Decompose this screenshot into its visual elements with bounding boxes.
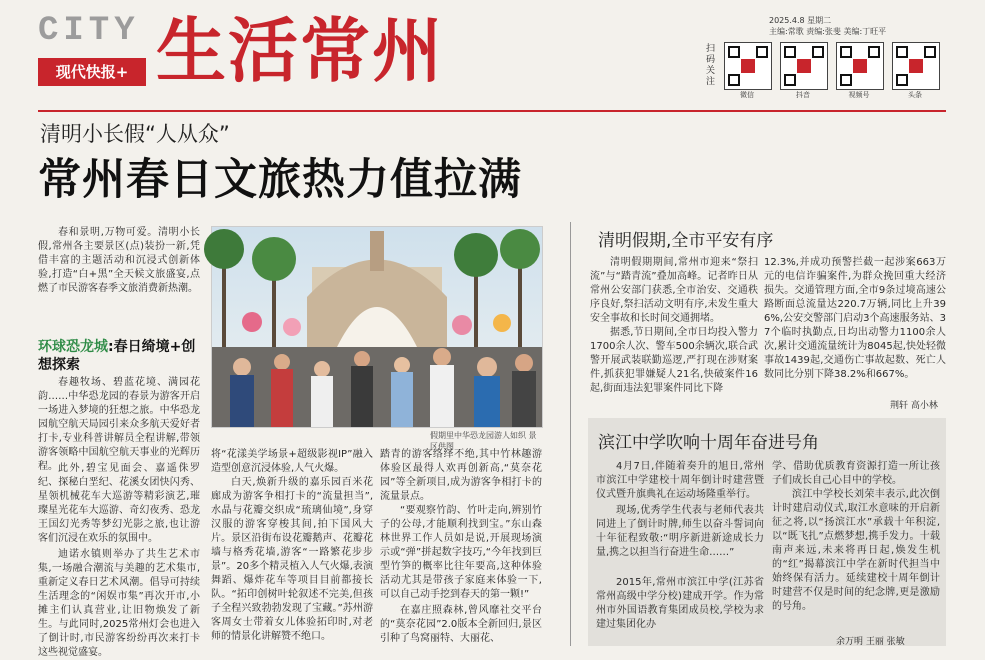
dateline (769, 15, 886, 37)
paragraph: 2015年,常州市滨江中学(江苏省常州高级中学分校)建成开学。作为常州市外国语教育集团成员校,学校为求建过集团化办 (596, 577, 764, 630)
paragraph: 据悉,节日期间,全市日均投入警力1700余人次、警车500余辆次,联合武警开展武装联勤巡逻,严打现在涉财案件,抓获犯罪嫌疑人21名,快破案件16起,街面违法犯罪案件同比下降 (590, 327, 758, 394)
photo-caption: 假期里中华恐龙园游人如织 景区供图 (430, 431, 537, 451)
page-title: 生活常州 (156, 9, 444, 92)
qr-caption: 抖音 (796, 91, 810, 99)
headline: 常州春日文旅热力值拉满 (38, 155, 522, 205)
paragraph: 滨江中学校长刘荣丰表示,此次倒计时建启动仪式,取江水意味的开启新征之将,以“扬滨江水”承载十年积淀,以“既飞扎”点燃梦想,携手发力。十载南声来远,未来将再日起,焕发生机的“红”揭幕滨江中学在新时代担当中始终保有活力。延续建校十周年倒计时建营不仅是时间的纪念牌,更是激励的号角。 (772, 489, 940, 612)
paragraph: “要观察竹韵、竹叶走向,辨别竹子的公母,才能顺利找到宝。”东山森林世界工作人员如是说,开展现场演示或“弹”拼起数字技巧,“今年找到巨型竹笋的概率比往年要高,这种体验活动尤其是带孩子家庭来体验一下,可以自己动手挖到春天的第一颗!” (380, 505, 542, 600)
news-photo (211, 226, 543, 428)
column-divider (570, 222, 571, 646)
kicker: 清明小长假“人从众” (40, 122, 230, 146)
paragraph: 在嘉庄照森林,曾风靡社交平台的“莫奈花园”2.0版本全新回归,景区引种了鸟窝丽特、大丽花、 (380, 605, 542, 644)
paragraph: 现场,优秀学生代表与老师代表共同进上了倒计时牌,师生以奋斗誓词向十年征程致敬:“明序新进新途成长力量,携之以担当行奋进生命……” (596, 505, 764, 558)
masthead-sub: 现代快报+ (38, 58, 146, 86)
intro-paragraph: 春和景明,万物可爱。清明小长假,常州各主要景区(点)装扮一新,凭借丰富的主题活动和沉浸式创新体验,打造“白+黑”全天候文旅盛宴,点燃了市民游客春季文旅消费新热潮。 (38, 227, 200, 294)
qr-caption: 视频号 (848, 91, 870, 99)
qr-code[interactable] (892, 42, 940, 90)
qr-code[interactable] (724, 42, 772, 90)
paragraph: 4月7日,伴随着奏升的旭日,常州市滨江中学建校十周年倒计时建营暨仪式暨升旗典礼在运动场隆重举行。 (596, 461, 764, 500)
section-rest: :春日绮境+创想探索 (38, 339, 196, 373)
date: 2025.4.8 星期二 (769, 16, 832, 25)
qr-caption: 微信 (740, 91, 754, 99)
article-heading: 滨江中学吹响十周年奋进号角 (598, 433, 819, 453)
paragraph: 踏青的游客络绎不绝,其中竹林趣游体验区最得人欢再创新高,“莫奈花园”等全新项目,成为游客争相打卡的流量景点。 (380, 449, 542, 502)
follow-label: 扫码关注 (706, 44, 716, 87)
paragraph: 白天,焕新升级的嘉乐园百米花廊成为游客争相打卡的“流量担当”,水晶与花瓣交织成“琉璃仙境”,身穿汉服的游客穿梭其间,拍下国风大片。景区沿街布设花瓣鹅声、花瓣花墙与格秀花墙,游客“一路繁花步步景”。20多个精灵植入人气火爆,表演舞蹈、爆炸花车等项目目前都接长队。“拓印创树叶轮叙述不完美,但孩子全程兴致勃勃发现了宝藏。”苏州游客周女士带着女儿体验拓印时,对老师的情景化讲解赞不绝口。 (211, 477, 373, 642)
paragraph: 迪诺水镇则举办了共生艺术市集,一场融合潮流与美趣的艺术集市,重新定义春日艺术风潮。倡导可持续生活理念的“闲娱市集”再次开市,小摊主们认真营业,让旧物焕发了新生。与此同时,2025常州灯会也进入了倒计时,市民游客纷纷再次来打卡这些视觉盛宴。 (38, 549, 200, 658)
paragraph: 12.3%,并成功预警拦截一起涉案663万元的电信诈骗案件,为群众挽回重大经济损失。交通管理方面,全市9条过境高速公路断面总流量达220.7万辆,同比上升396%,公安交警部门启动3个高速服务站、37个临时执勤点,日均出动警力1100余人次,累计交通流量统计为8045起,快处轻微事故1439起,交通伤亡事故起数、死亡人数同比分别下降38.2%和667%。 (764, 257, 946, 380)
paragraph: 清明假期期间,常州市迎来“祭扫流”与“踏青流”叠加高峰。记者昨日从常州公安部门获悉,全市治安、交通秩序良好,祭扫活动文明有序,未发生重大安全事故和长时间交通拥堵。 (590, 257, 758, 324)
editors: 主编:常歌 责编:张斐 美编:丁旺平 (769, 27, 887, 36)
section-name: 环球恐龙城 (38, 339, 108, 355)
byline: 荆轩 高小林 (890, 401, 938, 411)
qr-code[interactable] (836, 42, 884, 90)
paragraph: 春趣牧场、碧蓝花境、满园花韵……中华恐龙园的春景为游客开启一场进入梦境的狂想之旅。中华恐龙园航空航天局园引来众多航天爱好者打卡,专业科普讲解员全程讲解,带领游客领略中国航空航天事业的光辉历程。 (38, 377, 200, 472)
masthead-city: CITY (38, 12, 140, 50)
paragraph: 将“花漾美学场景+超级影视IP”融入造型创意沉浸体验,人气火爆。 (211, 449, 373, 474)
byline: 余万明 王丽 张敏 (836, 637, 905, 647)
qr-caption: 头条 (908, 91, 922, 99)
qr-code[interactable] (780, 42, 828, 90)
masthead-divider (38, 110, 946, 112)
paragraph: 此外,碧宝见面会、嘉遥侏罗纪、探秘白垩纪、花溪女团快闪秀、星领机械花车大巡游等精彩演艺,璀璨星光花车大巡游、奇幻夜秀、恐龙王国幻光秀等梦幻光影之旅,也让游客们沉浸在欢乐的氛围中。 (38, 463, 200, 544)
article-heading: 清明假期,全市平安有序 (598, 231, 774, 251)
section-heading (38, 338, 200, 374)
paragraph: 学、借助优质教育资源打造一所让孩子们成长自己心目中的学校。 (772, 461, 940, 486)
